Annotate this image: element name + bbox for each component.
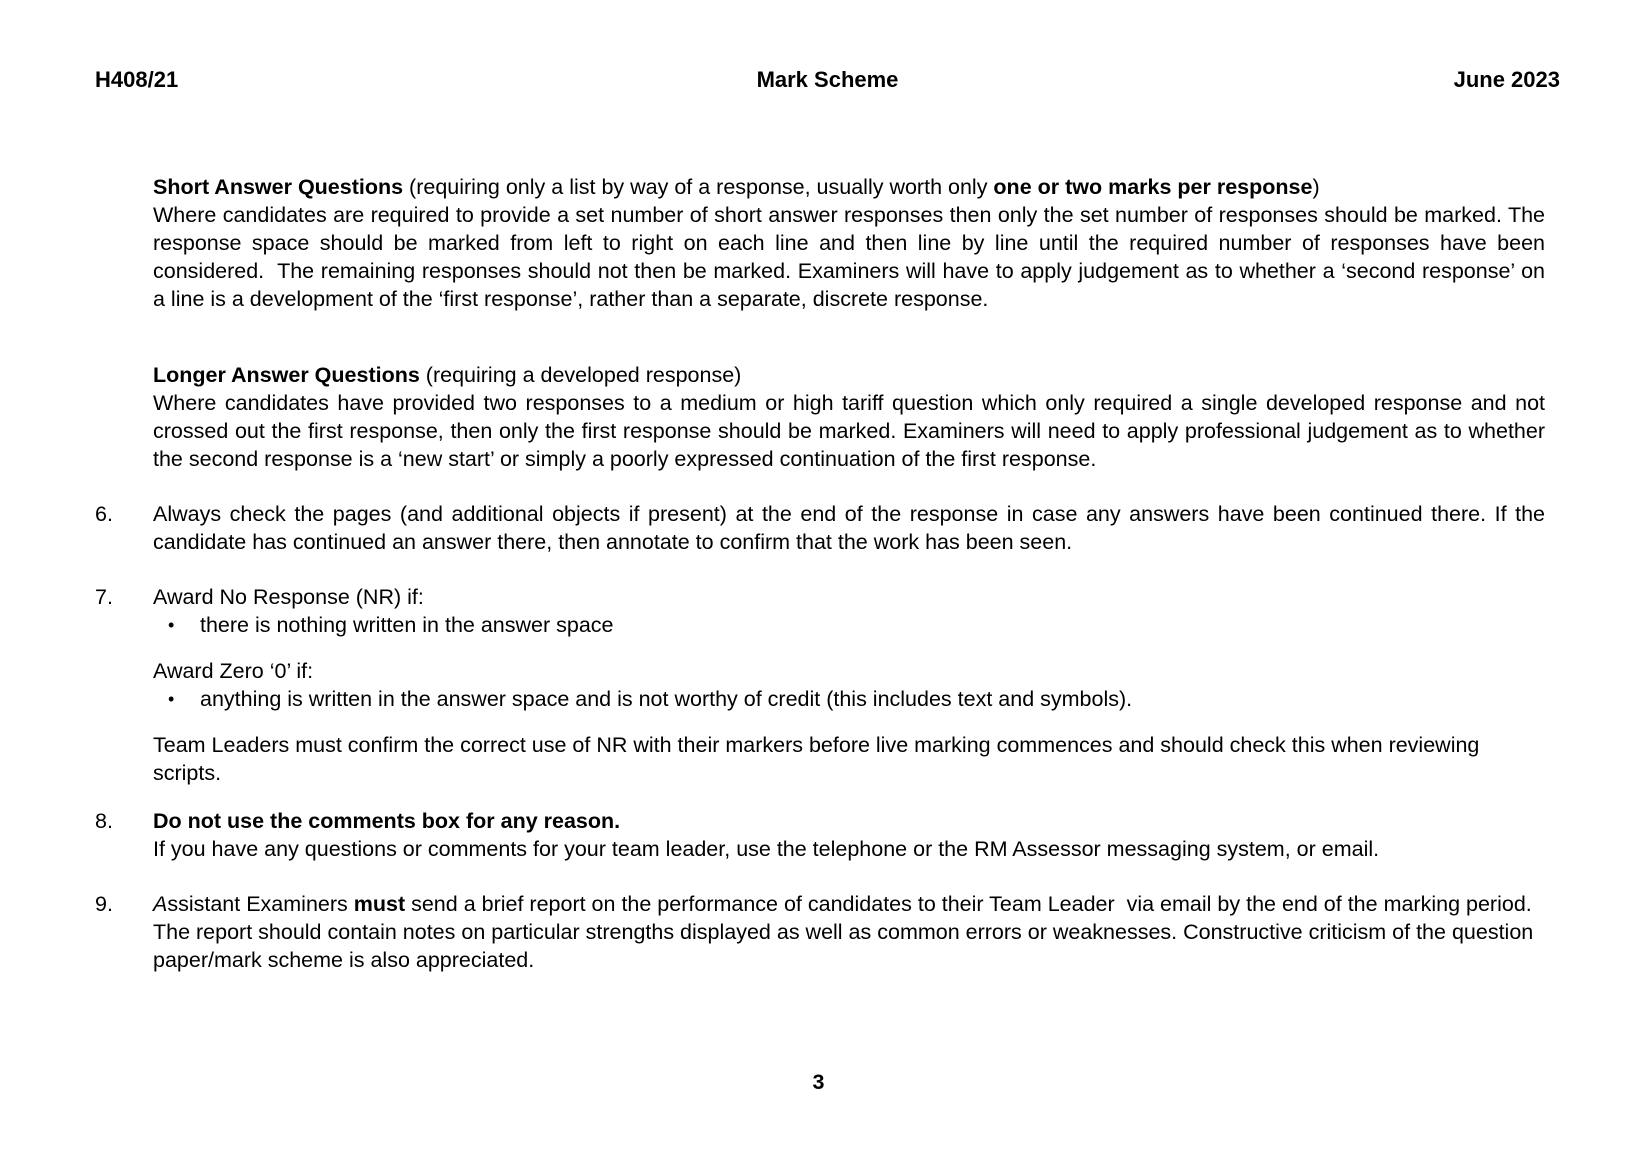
short-answer-body: Where candidates are required to provide a set number of short answer responses then only the set number of responses should be marked. The response space should be marked from left to right on each line and then line by line until the required number of responses have been considered. The remaining responses should not then be marked. Examiners will have to apply judgement as to whether a ‘second response’ on a line is a development of the ‘first response’, rather than a separate, discrete response.	[153, 203, 1551, 311]
item-7-team-leaders: Team Leaders must confirm the correct use of NR with their markers before live marking commences and should check this when reviewing scripts.	[153, 733, 1480, 785]
item-7-bullet-nr	[153, 611, 1545, 639]
item-8-body	[153, 807, 1545, 863]
item-9-text: send a brief report on the performance of candidates to their Team Leader via email by the end of the marking period. The report should contain notes on particular strengths displayed as well as common errors or weaknesses. Constructive criticism of the question paper/mark scheme is also appreciated.	[153, 892, 1540, 972]
item-7-bullet-nr-text: there is nothing written in the answer space	[200, 613, 614, 637]
item-7-award-nr: Award No Response (NR) if:	[153, 585, 424, 609]
page-number: 3	[812, 1070, 825, 1094]
longer-answer-intro: (requiring a developed response)	[419, 363, 742, 387]
item-7-body	[153, 583, 1545, 787]
document-body	[95, 117, 1551, 974]
item-7-bullet-zero	[153, 685, 1545, 713]
header-title: Mark Scheme	[756, 67, 899, 92]
short-answer-heading: Short Answer Questions	[153, 175, 404, 199]
list-item-6	[95, 500, 1545, 556]
item-9-number: 9.	[95, 892, 113, 916]
page-header	[95, 66, 1560, 94]
longer-answer-heading-line	[153, 361, 1545, 389]
list-item-9	[95, 890, 1545, 974]
item-9-lead: ssistant Examiners	[167, 892, 354, 916]
longer-answer-heading: Longer Answer Questions	[153, 363, 420, 387]
short-answer-heading-line	[153, 173, 1545, 201]
item-6-text: Always check the pages (and additional objects if present) at the end of the response in case any answers have been continued there. If the candidate has continued an answer there, then annotate to confirm that the work has been seen.	[153, 502, 1545, 554]
item-6-number: 6.	[95, 502, 113, 526]
item-9-bold-must: must	[353, 892, 406, 916]
item-8-bold-lead	[153, 807, 1545, 835]
short-answer-intro: (requiring only a list by way of a response, usually worth only	[403, 175, 994, 199]
bullet-icon: •	[168, 689, 175, 709]
item-9-body	[153, 890, 1545, 974]
short-answer-intro-close: )	[1312, 175, 1320, 199]
list-item-8	[95, 807, 1545, 863]
longer-answer-body: Where candidates have provided two responses to a medium or high tariff question which only required a single developed response and not crossed out the first response, then only the first response should be marked. Examiners will need to apply professional judgement as to whether the second response is a ‘new start’ or simply a poorly expressed continuation of the first response.	[153, 391, 1545, 471]
header-paper-code: H408/21	[95, 67, 179, 92]
item-8-bold-lead-text: Do not use the comments box for any reason.	[153, 809, 621, 833]
header-date: June 2023	[1453, 67, 1560, 92]
bullet-icon: •	[168, 615, 175, 635]
item-7-number: 7.	[95, 585, 113, 609]
item-7-award-zero: Award Zero ‘0’ if:	[153, 659, 314, 683]
item-8-number: 8.	[95, 809, 113, 833]
short-answer-intro-bold: one or two marks per response	[993, 175, 1313, 199]
item-8-text: If you have any questions or comments for your team leader, use the telephone or the RM Assessor messaging system, or email.	[153, 837, 1380, 861]
longer-answer-section	[153, 361, 1545, 473]
short-answer-section	[153, 117, 1551, 341]
item-7-bullet-zero-text: anything is written in the answer space and is not worthy of credit (this includes text and symbols).	[200, 687, 1133, 711]
list-item-7	[95, 583, 1545, 787]
item-9-italic-a: A	[153, 892, 168, 916]
